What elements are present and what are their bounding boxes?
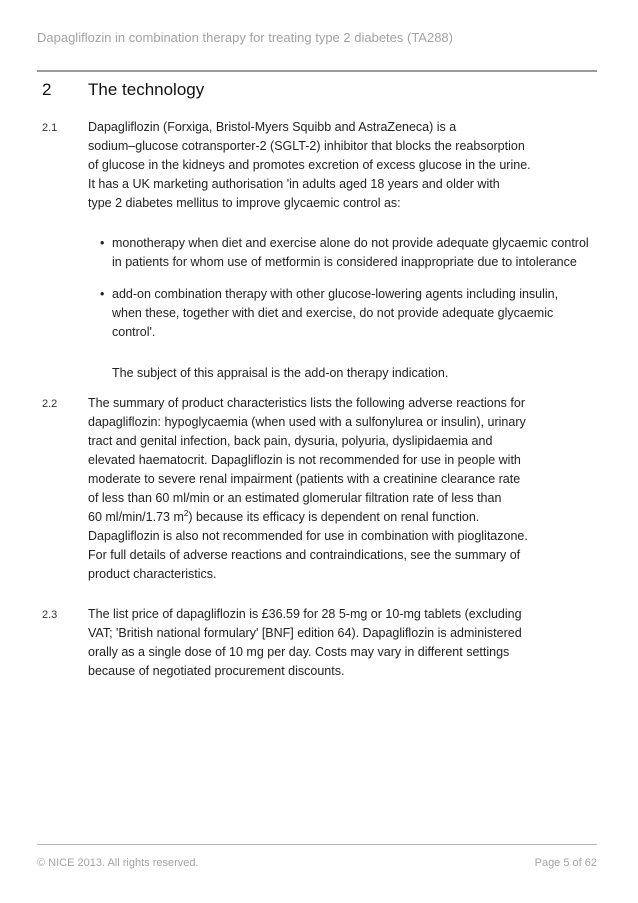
header-divider	[37, 70, 597, 72]
text-line-with-superscript	[88, 508, 603, 527]
text-fragment: 60 ml/min/1.73 m	[88, 510, 184, 524]
text-line: add-on combination therapy with other glucose-lowering agents including insulin,	[112, 287, 559, 301]
text-line: moderate to severe renal impairment (patients with a creatinine clearance rate	[88, 472, 521, 486]
text-line: sodium–glucose cotransporter-2 (SGLT-2) inhibitor that blocks the reabsorption	[88, 139, 525, 153]
text-line: product characteristics.	[88, 567, 217, 581]
text-line: The list price of dapagliflozin is £36.59 for 28 5-mg or 10-mg tablets (excluding	[88, 607, 522, 621]
text-line: For full details of adverse reactions and contraindications, see the summary of	[88, 548, 521, 562]
paragraph-closing-note: The subject of this appraisal is the add-on therapy indication.	[112, 366, 449, 380]
footer-divider	[37, 844, 597, 845]
section-title: The technology	[88, 80, 205, 99]
page-header-title: Dapagliflozin in combination therapy for treating type 2 diabetes (TA288)	[37, 30, 453, 45]
text-line: control'.	[112, 325, 156, 339]
text-line: It has a UK marketing authorisation 'in adults aged 18 years and older with	[88, 177, 500, 191]
text-fragment: ) because its efficacy is dependent on renal function.	[188, 510, 480, 524]
paragraph-number: 2.1	[42, 122, 58, 134]
section-number: 2	[42, 80, 52, 99]
superscript: 2	[183, 508, 189, 518]
text-line: tract and genital infection, back pain, dysuria, polyuria, dyslipidaemia and	[88, 434, 493, 448]
bullet-dot-icon: •	[100, 236, 105, 250]
text-line: orally as a single dose of 10 mg per day. Costs may vary in different settings	[88, 645, 510, 659]
paragraph-number: 2.3	[42, 609, 58, 621]
text-line: The summary of product characteristics lists the following adverse reactions for	[88, 396, 525, 410]
bullet-dot-icon: •	[100, 287, 105, 301]
text-line: of less than 60 ml/min or an estimated glomerular filtration rate of less than	[88, 491, 502, 505]
paragraph-2-2	[88, 394, 603, 584]
footer-copyright: © NICE 2013. All rights reserved.	[37, 857, 199, 869]
text-line: because of negotiated procurement discounts.	[88, 664, 345, 678]
footer-page-number: Page 5 of 62	[534, 857, 597, 869]
paragraph-number: 2.2	[42, 398, 58, 410]
text-line: Dapagliflozin (Forxiga, Bristol-Myers Squibb and AstraZeneca) is a	[88, 120, 457, 134]
text-line: when these, together with diet and exercise, do not provide adequate glycaemic	[112, 306, 554, 320]
text-line: of glucose in the kidneys and promotes excretion of excess glucose in the urine.	[88, 158, 531, 172]
text-line: VAT; 'British national formulary' [BNF] edition 64). Dapagliflozin is administered	[88, 626, 522, 640]
paragraph-2-3	[88, 605, 603, 681]
text-line: type 2 diabetes mellitus to improve glycaemic control as:	[88, 196, 401, 210]
paragraph-2-1	[88, 118, 603, 213]
text-line: in patients for whom use of metformin is considered inappropriate due to intolerance	[112, 255, 577, 269]
text-line: elevated haematocrit. Dapagliflozin is not recommended for use in people with	[88, 453, 521, 467]
text-line: monotherapy when diet and exercise alone do not provide adequate glycaemic control	[112, 236, 589, 250]
text-line: dapagliflozin: hypoglycaemia (when used with a sulfonylurea or insulin), urinary	[88, 415, 526, 429]
text-line: Dapagliflozin is also not recommended for use in combination with pioglitazone.	[88, 529, 528, 543]
